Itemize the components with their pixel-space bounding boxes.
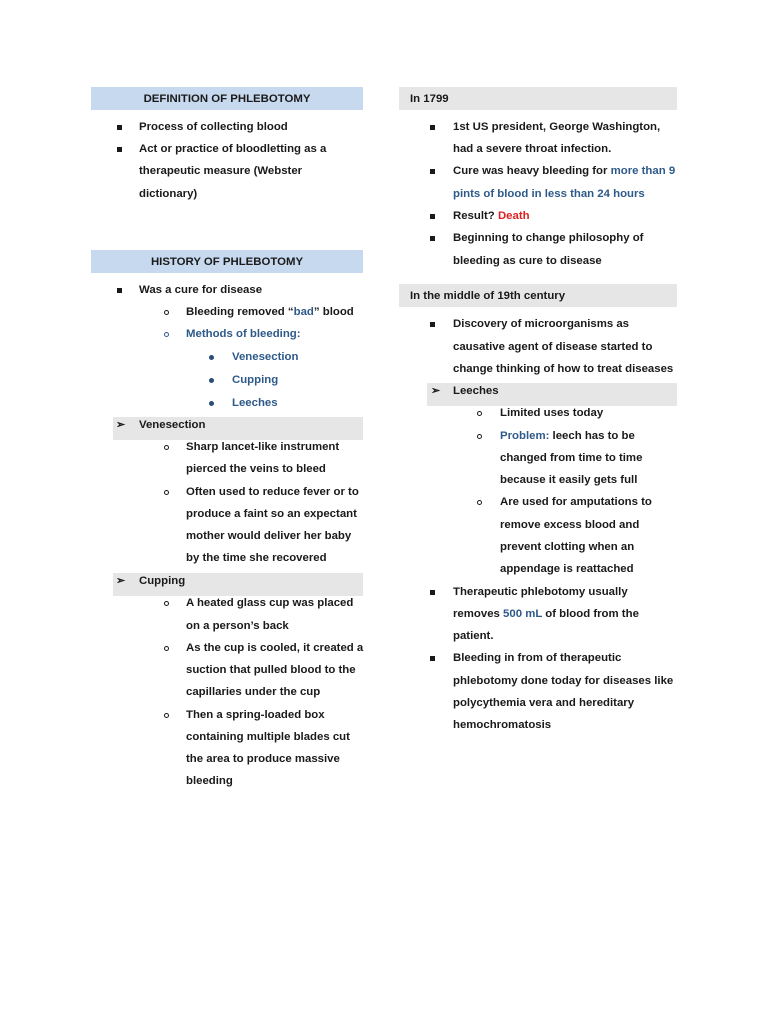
circle-bullet-icon bbox=[164, 646, 169, 651]
therapeutic-item: Therapeutic phlebotomy usually bbox=[453, 586, 628, 598]
methods-list-item: Leeches bbox=[232, 397, 278, 409]
mid19-item: causative agent of disease started to bbox=[453, 341, 653, 353]
history-subitem bbox=[186, 306, 354, 318]
square-bullet-icon bbox=[430, 236, 435, 241]
y1799-result bbox=[453, 210, 530, 222]
leeches-item: remove excess blood and bbox=[500, 519, 640, 531]
definition-item: therapeutic measure (Webster bbox=[139, 165, 303, 177]
bleeding-form-item: polycythemia vera and hereditary bbox=[453, 697, 635, 709]
result-prefix: Result? bbox=[453, 210, 498, 222]
venesection-item: pierced the veins to bleed bbox=[186, 463, 326, 475]
cupping-item: Then a spring-loaded box bbox=[186, 709, 325, 721]
bleeding-form-item: phlebotomy done today for diseases like bbox=[453, 675, 674, 687]
circle-bullet-icon bbox=[477, 434, 482, 439]
problem-label: Problem: bbox=[500, 430, 550, 442]
square-bullet-icon bbox=[117, 147, 122, 152]
square-bullet-icon bbox=[430, 656, 435, 661]
mid19-item: Discovery of microorganisms as bbox=[453, 318, 629, 330]
arrow-bullet-icon: ➢ bbox=[116, 419, 126, 431]
venesection-item: produce a faint so an expectant bbox=[186, 508, 357, 520]
y1799-item: had a severe throat infection. bbox=[453, 143, 612, 155]
amount-suffix: of blood from the bbox=[542, 608, 639, 620]
venesection-item: Sharp lancet-like instrument bbox=[186, 441, 340, 453]
cupping-item: capillaries under the cup bbox=[186, 686, 321, 698]
y1799-item: Beginning to change philosophy of bbox=[453, 232, 644, 244]
circle-bullet-icon bbox=[164, 713, 169, 718]
leeches-heading: Leeches bbox=[453, 385, 499, 397]
cupping-item: on a person’s back bbox=[186, 620, 289, 632]
cupping-item: bleeding bbox=[186, 775, 233, 787]
circle-bullet-icon bbox=[164, 490, 169, 495]
methods-list-item: Cupping bbox=[232, 374, 279, 386]
y1799-item: bleeding as cure to disease bbox=[453, 255, 602, 267]
venesection-item: by the time she recovered bbox=[186, 552, 327, 564]
leeches-problem bbox=[500, 430, 635, 442]
therapeutic-amount-line bbox=[453, 608, 639, 620]
venesection-item: Often used to reduce fever or to bbox=[186, 486, 359, 498]
bad-prefix: Bleeding removed “ bbox=[186, 306, 294, 318]
definition-item: Process of collecting blood bbox=[139, 121, 288, 133]
y1799-heading: In 1799 bbox=[410, 92, 449, 105]
dot-bullet-icon bbox=[209, 355, 214, 360]
cupping-item: As the cup is cooled, it created a bbox=[186, 642, 364, 654]
dot-bullet-icon bbox=[209, 378, 214, 383]
result-death: Death bbox=[497, 210, 530, 222]
problem-text: leech has to be bbox=[549, 430, 635, 442]
circle-bullet-icon bbox=[164, 601, 169, 606]
leeches-item: because it easily gets full bbox=[500, 474, 638, 486]
amount-prefix: removes bbox=[453, 608, 504, 620]
mid19-item: change thinking of how to treat diseases bbox=[453, 363, 674, 375]
history-heading-bar bbox=[91, 250, 363, 273]
square-bullet-icon bbox=[430, 590, 435, 595]
cure-amount-continued: pints of blood in less than 24 hours bbox=[453, 188, 645, 200]
history-heading: HISTORY OF PHLEBOTOMY bbox=[150, 255, 304, 268]
square-bullet-icon bbox=[430, 322, 435, 327]
mid19-heading-bar bbox=[399, 284, 677, 307]
arrow-bullet-icon: ➢ bbox=[431, 385, 441, 397]
definition-item: Act or practice of bloodletting as a bbox=[139, 143, 327, 155]
leeches-item: appendage is reattached bbox=[500, 563, 634, 575]
square-bullet-icon bbox=[117, 125, 122, 130]
definition-heading-bar bbox=[91, 87, 363, 110]
methods-list-item: Venesection bbox=[232, 351, 299, 363]
y1799-heading-bar bbox=[399, 87, 677, 110]
venesection-item: mother would deliver her baby bbox=[186, 530, 352, 542]
history-item: Was a cure for disease bbox=[139, 284, 263, 296]
cupping-item: suction that pulled blood to the bbox=[186, 664, 356, 676]
square-bullet-icon bbox=[430, 214, 435, 219]
cure-prefix: Cure was heavy bleeding for bbox=[453, 165, 611, 177]
cupping-item: containing multiple blades cut bbox=[186, 731, 350, 743]
leeches-item: Limited uses today bbox=[500, 407, 604, 419]
venesection-heading: Venesection bbox=[139, 419, 206, 431]
cupping-item: the area to produce massive bbox=[186, 753, 340, 765]
bleeding-form-item: Bleeding in from of therapeutic bbox=[453, 652, 622, 664]
leeches-item: Are used for amputations to bbox=[500, 496, 652, 508]
y1799-item: 1st US president, George Washington, bbox=[453, 121, 661, 133]
amount-value: 500 mL bbox=[503, 608, 543, 620]
bad-suffix: ” blood bbox=[313, 306, 354, 318]
cupping-item: A heated glass cup was placed bbox=[186, 597, 354, 609]
y1799-cure bbox=[453, 165, 675, 177]
methods-label: Methods of bleeding: bbox=[186, 328, 301, 340]
square-bullet-icon bbox=[430, 125, 435, 130]
circle-bullet-icon bbox=[164, 332, 169, 337]
cupping-heading: Cupping bbox=[139, 575, 186, 587]
leeches-item: prevent clotting when an bbox=[500, 541, 635, 553]
definition-heading: DEFINITION OF PHLEBOTOMY bbox=[143, 92, 311, 105]
bad-word: bad bbox=[293, 306, 314, 318]
bleeding-form-item: hemochromatosis bbox=[453, 719, 552, 731]
circle-bullet-icon bbox=[164, 445, 169, 450]
arrow-bullet-icon: ➢ bbox=[116, 575, 126, 587]
circle-bullet-icon bbox=[477, 411, 482, 416]
therapeutic-item: patient. bbox=[453, 630, 494, 642]
circle-bullet-icon bbox=[477, 500, 482, 505]
mid19-heading: In the middle of 19th century bbox=[410, 289, 566, 302]
dot-bullet-icon bbox=[209, 401, 214, 406]
leeches-item: changed from time to time bbox=[500, 452, 643, 464]
square-bullet-icon bbox=[117, 288, 122, 293]
cure-amount: more than 9 bbox=[610, 165, 676, 177]
square-bullet-icon bbox=[430, 169, 435, 174]
definition-item: dictionary) bbox=[139, 188, 198, 200]
circle-bullet-icon bbox=[164, 310, 169, 315]
